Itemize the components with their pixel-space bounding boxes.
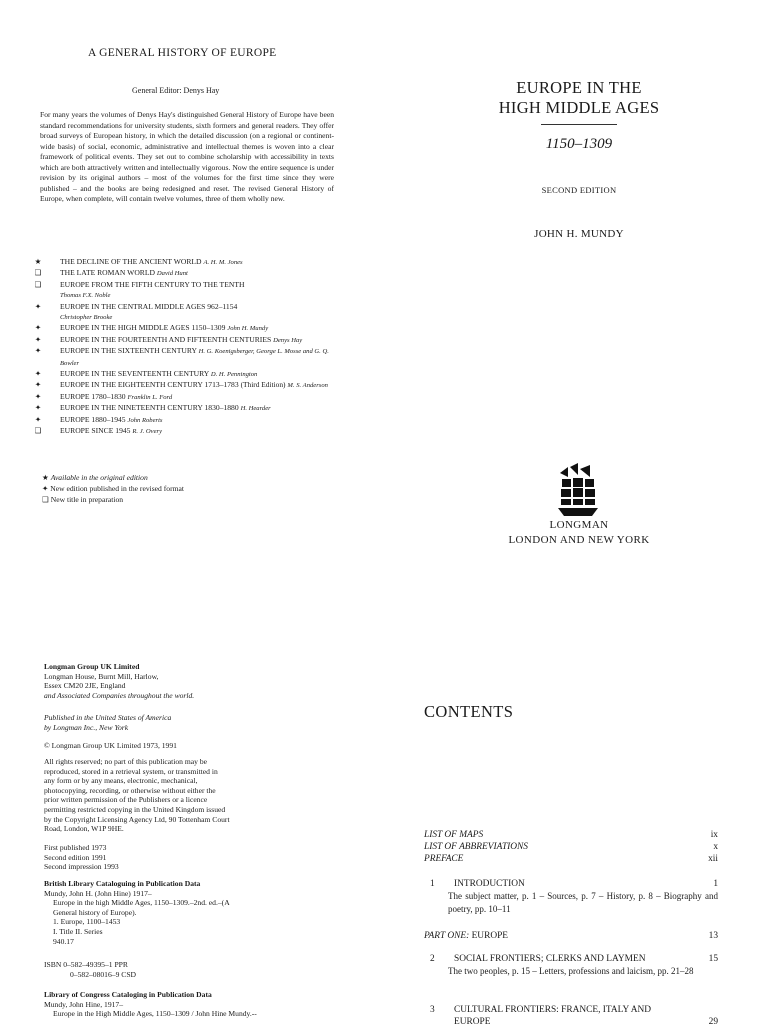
toc-row <box>424 953 718 965</box>
title-divider <box>541 124 617 125</box>
imprint-page <box>0 512 384 1024</box>
loc-cataloging-block <box>44 990 344 1019</box>
volume-author: Thomas F.X. Noble <box>60 292 111 300</box>
list-item <box>32 426 342 437</box>
volume-author: D. H. Pennington <box>210 371 258 379</box>
toc-row <box>424 853 718 865</box>
list-item <box>32 268 342 279</box>
chapter-number-spacer <box>424 1016 454 1024</box>
diamond-icon: ✦ <box>34 369 42 379</box>
chapter-description: The two peoples, p. 15 – Letters, professions and laicism, pp. 21–28 <box>448 966 694 976</box>
square-icon: ❑ <box>34 268 42 278</box>
bl-line: Mundy, John H. (John Hine) 1917– <box>44 888 152 898</box>
chapter-1 <box>424 878 718 915</box>
rights-line: permitting restricted copying in the United Kingdom issued <box>44 804 226 814</box>
publisher-block <box>44 662 344 700</box>
list-item <box>32 335 342 346</box>
volume-title: EUROPE IN THE FOURTEENTH AND FIFTEENTH CENTURIES <box>60 334 272 344</box>
loc-line: Europe in the High Middle Ages, 1150–1309 / John Hine Mundy.-- <box>53 1009 257 1019</box>
rights-line: reproduced, stored in a retrieval system, or transmitted in <box>44 766 218 776</box>
bl-heading: British Library Cataloguing in Publication Data <box>44 879 201 888</box>
list-item <box>32 403 342 414</box>
marker-legend <box>42 472 184 505</box>
diamond-icon: ✦ <box>34 380 42 390</box>
rights-block <box>44 757 344 834</box>
series-page <box>0 0 384 512</box>
volume-title: EUROPE IN THE HIGH MIDDLE AGES 1150–1309 <box>60 323 226 333</box>
volume-author: Franklin L. Ford <box>127 393 173 401</box>
list-item <box>32 346 342 369</box>
toc-page: 13 <box>708 931 718 941</box>
diamond-icon: ✦ <box>34 403 42 413</box>
toc-label: PREFACE <box>424 854 464 864</box>
us-line: by Longman Inc., New York <box>44 722 129 732</box>
toc-row <box>424 841 718 853</box>
toc-row <box>424 1004 718 1016</box>
volume-title: EUROPE IN THE CENTRAL MIDDLE AGES 962–1154 <box>60 301 238 311</box>
book-title-line: HIGH MIDDLE AGES <box>498 98 660 117</box>
address-line: Longman House, Burnt Mill, Harlow, <box>44 671 159 681</box>
chapter-title: INTRODUCTION <box>454 879 525 889</box>
square-icon: ❑ <box>34 279 42 289</box>
volume-author: H. Hearder <box>240 405 271 413</box>
square-icon: ❑ <box>34 426 42 436</box>
toc-row <box>424 829 718 841</box>
volume-author: Denys Hay <box>273 336 303 344</box>
volume-title: EUROPE 1880–1945 <box>60 414 126 424</box>
contents-page <box>384 512 768 1024</box>
star-icon: ★ <box>42 473 49 482</box>
rights-line: by the Copyright Licensing Agency Ltd, 90 Tottenham Court <box>44 814 230 824</box>
volume-title: EUROPE IN THE SIXTEENTH CENTURY <box>60 346 197 356</box>
legend-item <box>42 494 184 505</box>
bl-line: I. Title II. Series <box>53 926 103 936</box>
volume-author: David Hunt <box>156 270 188 278</box>
diamond-icon: ✦ <box>34 414 42 424</box>
chapter-title: EUROPE <box>454 1017 491 1024</box>
volume-title: THE LATE ROMAN WORLD <box>60 268 155 278</box>
history-line: First published 1973 <box>44 843 107 852</box>
diamond-icon: ✦ <box>34 323 42 333</box>
toc-label: LIST OF MAPS <box>424 830 484 840</box>
general-editor-line: General Editor: Denys Hay <box>132 86 220 95</box>
bl-line: 1. Europe, 1100–1453 <box>53 917 121 927</box>
chapter-number: 1 <box>430 879 435 889</box>
contents-heading: CONTENTS <box>424 702 514 721</box>
list-item <box>32 323 342 334</box>
bl-line: 940.17 <box>53 936 74 946</box>
isbn-block <box>44 960 344 979</box>
volume-author: R. J. Overy <box>132 428 163 436</box>
chapter-number: 2 <box>430 954 435 964</box>
history-line: Second impression 1993 <box>44 862 119 872</box>
volume-title: EUROPE FROM THE FIFTH CENTURY TO THE TENTH <box>60 279 245 289</box>
toc-page: ix <box>710 830 718 840</box>
us-line: Published in the United States of America <box>44 713 172 722</box>
volume-title: EUROPE SINCE 1945 <box>60 426 131 436</box>
part-heading <box>424 930 688 942</box>
diamond-icon: ✦ <box>34 301 42 311</box>
chapter-title: SOCIAL FRONTIERS; CLERKS AND LAYMEN <box>454 954 646 964</box>
bl-cataloguing-block <box>44 879 344 946</box>
series-intro-paragraph: For many years the volumes of Denys Hay's distinguished General History of Europe have been standard recommendations for university students, sixth formers and general readers. They offer broad surveys of European history, in which the detailed discussion (on a regional or continent-wide basis) of social, economic, administrative and intellectual themes is woven into a clear framework of political events. They set out to combine scholarship with accessibility in texts which are both attractively written and intellectually vigorous. Now the entire sequence is under revision by its original authors – most of the volumes for the first time since they were published – and the books are being redesigned and reset. The revised General History of Europe, when complete, will contain twelve volumes, three of them wholly new. <box>40 110 334 203</box>
volume-title: EUROPE IN THE SEVENTEENTH CENTURY <box>60 369 209 379</box>
toc-label: LIST OF ABBREVIATIONS <box>424 842 528 852</box>
copyright-line: © Longman Group UK Limited 1973, 1991 <box>44 741 177 750</box>
toc-row <box>424 1016 718 1024</box>
list-item <box>32 369 342 380</box>
title-page <box>384 0 768 546</box>
bl-line: Europe in the high Middle Ages, 1150–1309.–2nd. ed.–(A <box>53 898 230 908</box>
book-title <box>484 78 674 118</box>
publisher-company: Longman Group UK Limited <box>44 662 140 671</box>
square-icon: ❑ <box>42 495 49 504</box>
list-item <box>32 392 342 403</box>
chapter-description: The subject matter, p. 1 – Sources, p. 7 – History, p. 8 – Biography and poetry, pp. 10–11 <box>448 891 718 914</box>
list-item <box>32 302 342 324</box>
legend-text: Available in the original edition <box>50 473 148 482</box>
loc-heading: Library of Congress Cataloging in Publication Data <box>44 990 212 999</box>
book-dates: 1150–1309 <box>545 136 613 152</box>
chapter-number: 3 <box>430 1005 435 1015</box>
history-line: Second edition 1991 <box>44 852 107 862</box>
associates-line: and Associated Companies throughout the world. <box>44 690 195 700</box>
book-title-line: EUROPE IN THE <box>516 78 642 97</box>
publisher-place: LONDON AND NEW YORK <box>508 534 650 546</box>
publisher-name: LONGMAN <box>549 519 609 531</box>
list-item <box>32 280 342 302</box>
diamond-icon: ✦ <box>34 391 42 401</box>
rights-line: prior written permission of the Publishers or a licence <box>44 795 208 805</box>
volume-author: John Roberts <box>127 416 163 424</box>
list-item <box>32 380 342 391</box>
volume-author: Christopher Brooke <box>60 314 113 322</box>
legend-text: New edition published in the revised format <box>50 484 184 493</box>
toc-page: 15 <box>708 954 718 964</box>
volume-author: H. G. Koenigsberger, George L. Mosse and G. Q. Bowler <box>60 348 329 367</box>
diamond-icon: ✦ <box>34 346 42 356</box>
address-line: Essex CM20 2JE, England <box>44 681 126 691</box>
volume-title: EUROPE IN THE NINETEENTH CENTURY 1830–1880 <box>60 403 239 413</box>
list-item <box>32 257 342 268</box>
volume-title: EUROPE 1780–1830 <box>60 391 126 401</box>
toc-page: 1 <box>713 879 718 889</box>
bl-line: General history of Europe). <box>53 907 137 917</box>
star-icon: ★ <box>34 257 42 266</box>
isbn-line: ISBN 0–582–49395–1 PPR <box>44 960 128 969</box>
isbn-line: 0–582–08016–9 CSD <box>70 969 137 979</box>
publication-history <box>44 843 344 872</box>
chapter-title: CULTURAL FRONTIERS: FRANCE, ITALY AND <box>454 1005 652 1015</box>
toc-row <box>424 878 718 890</box>
volume-author: M. S. Anderson <box>287 382 328 390</box>
series-title: A GENERAL HISTORY OF EUROPE <box>88 47 277 59</box>
loc-line: Mundy, John Hine, 1917– <box>44 999 124 1009</box>
legend-item <box>42 483 184 494</box>
list-item <box>32 415 342 426</box>
diamond-icon: ✦ <box>34 334 42 344</box>
toc-row <box>424 930 718 942</box>
part-title: EUROPE <box>471 931 509 941</box>
book-edition: SECOND EDITION <box>541 185 617 195</box>
volume-list <box>32 257 342 438</box>
volume-title: THE DECLINE OF THE ANCIENT WORLD <box>60 257 202 266</box>
rights-line: any form or by any means, electronic, mechanical, <box>44 776 198 786</box>
legend-item <box>42 472 184 483</box>
toc-page: 29 <box>708 1017 718 1024</box>
toc-page <box>688 1004 718 1016</box>
toc-page: xii <box>708 854 718 864</box>
chapter-2 <box>424 953 718 978</box>
diamond-icon: ✦ <box>42 484 49 493</box>
volume-edition-note: (Third Edition) <box>240 380 286 390</box>
part-one <box>424 930 718 942</box>
rights-line: Road, London, W1P 9HE. <box>44 824 124 834</box>
us-publisher-block <box>44 713 344 732</box>
front-matter-list <box>424 829 718 865</box>
part-label: PART ONE: <box>424 931 470 941</box>
longman-ship-icon <box>556 463 600 519</box>
volume-author: John H. Mundy <box>227 325 269 333</box>
toc-page: x <box>713 842 718 852</box>
rights-line: All rights reserved; no part of this publication may be <box>44 757 208 766</box>
legend-text: New title in preparation <box>50 495 124 504</box>
rights-line: photocopying, recording, or otherwise without either the <box>44 785 216 795</box>
chapter-3 <box>424 1004 718 1024</box>
book-author: JOHN H. MUNDY <box>534 228 624 240</box>
volume-author: A. H. M. Jones <box>203 259 243 266</box>
volume-title: EUROPE IN THE EIGHTEENTH CENTURY 1713–1783 <box>60 380 239 390</box>
